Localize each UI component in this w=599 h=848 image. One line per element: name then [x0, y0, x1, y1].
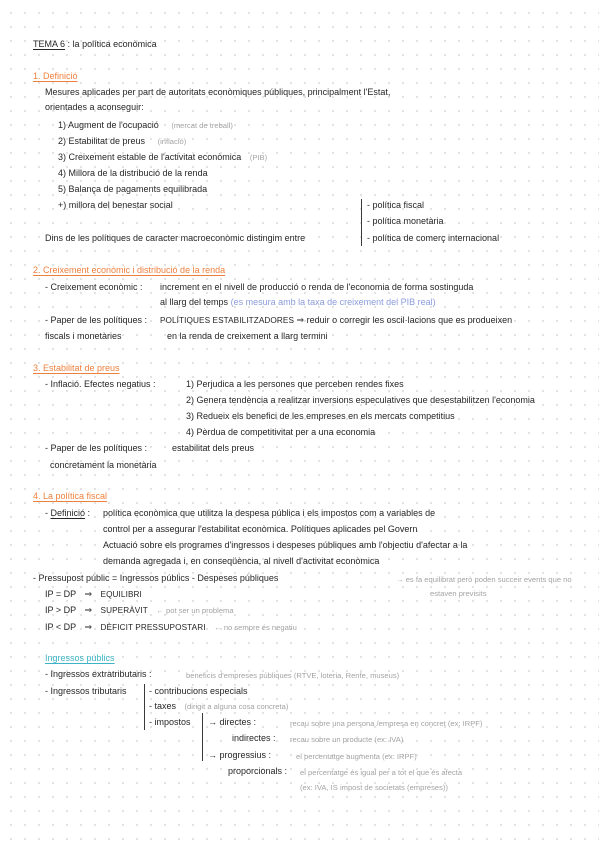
tax-type-note-2: (ex: IVA, IS impost de societats (empreses)) — [300, 783, 448, 792]
budget-case-note: ← pot ser un problema — [156, 606, 234, 615]
tax-type-note: recau sobre un producte (ex: IVA) — [290, 735, 404, 744]
definition-intro-line-1: Mesures aplicades per part de autoritats econòmiques públiques, principalment l'Estat, — [45, 87, 391, 97]
tax-type-note: el percentatge és igual per a tot el que és afecta — [300, 768, 463, 777]
label-dash: - — [45, 508, 48, 518]
section-3-heading: 3. Estabilitat de preus — [33, 363, 120, 373]
growth-definition-text: al llarg del temps — [160, 297, 229, 307]
tax-revenue-label: - Ingressos tributaris — [45, 686, 127, 696]
fiscal-definition-line: política econòmica que utilitza la despesa pública i els impostos com a variables de — [103, 508, 436, 518]
objective-note: (mercat de treball) — [171, 121, 233, 130]
tax-type-note: recau sobre una persona /empresa en concret (ex: IRPF) — [290, 719, 483, 728]
budget-note-line-2: estaven previsits — [430, 589, 487, 598]
budget-case-superavit — [45, 605, 234, 616]
growth-definition-line-1: increment en el nivell de producció o renda de l'economia de forma sostinguda — [160, 282, 474, 292]
taxes-bracket — [202, 713, 203, 761]
budget-case-deficit — [45, 622, 297, 633]
budget-case-equilibri — [45, 589, 142, 600]
tax-type-label: → progressius : — [208, 750, 272, 760]
fiscal-definition-line: demanda agregada i, en conseqüència, al nivell d'activitat econòmica — [103, 556, 380, 566]
objective-item: +) millora del benestar social — [58, 200, 173, 210]
budget-condition: IP = DP — [45, 589, 76, 599]
budget-case-note: ← no sempre és negatiu — [214, 623, 297, 632]
tax-revenue-bracket — [144, 684, 145, 730]
objective-item — [58, 152, 267, 163]
label-colon: : — [87, 508, 91, 518]
section-1-heading: 1. Definició — [33, 71, 78, 81]
prices-role-text: estabilitat dels preus — [172, 443, 255, 453]
tax-type-label: indirectes : — [232, 733, 276, 743]
non-tax-revenue-note: beneficis d'empreses públiques (RTVE, loteria, Renfe, museus) — [186, 671, 400, 680]
non-tax-revenue-label: - Ingressos extratributaris : — [45, 669, 152, 679]
definition-word: Definició — [50, 508, 86, 518]
policy-type-item: - política monetària — [367, 216, 444, 226]
growth-role-line-1 — [160, 315, 512, 326]
policy-type-item: - política fiscal — [367, 200, 425, 210]
objective-item: 5) Balança de pagaments equilibrada — [58, 184, 208, 194]
budget-result: DÈFICIT PRESSUPOSTARI — [100, 623, 206, 632]
fiscal-definition-label — [45, 508, 90, 519]
inflation-label: - Inflació. Efectes negatius : — [45, 379, 156, 389]
inflation-effect-item: 2) Genera tendència a realitzar inversions especulatives que desestabilitzen l'economia — [186, 395, 535, 405]
policy-bracket — [361, 199, 362, 246]
page-title — [33, 39, 157, 50]
objective-item — [58, 136, 186, 147]
budget-note-line-1: → es fa equilibrat però poden succeir events que no — [396, 575, 572, 584]
objective-text: 3) Creixement estable de l'activitat econòmica — [58, 152, 242, 162]
implies-arrow: ⇒ — [84, 605, 92, 615]
section-4-heading: 4. La política fiscal — [33, 491, 108, 501]
growth-role-label-2: fiscals i monetàries — [45, 331, 122, 341]
policy-type-item: - política de comerç internacional — [367, 233, 500, 243]
objective-text: 2) Estabilitat de preus — [58, 136, 146, 146]
growth-role-text: ⇒ reduir o corregir les oscil·lacions que es produeixen — [296, 315, 513, 325]
taxes-item: - impostos — [149, 717, 191, 727]
objective-item — [58, 120, 233, 131]
fiscal-definition-line: Actuació sobre els programes d'ingressos i despeses públiques amb l'objectiu d'afectar a la — [103, 540, 468, 550]
implies-arrow: ⇒ — [84, 589, 92, 599]
tax-type-label: → directes : — [208, 717, 257, 727]
growth-role-label: - Paper de les polítiques : — [45, 315, 148, 325]
title-subject: la política econòmica — [72, 39, 157, 49]
inflation-effect-item: 4) Pèrdua de competitivitat per a una economia — [186, 427, 376, 437]
fiscal-definition-line: control per a assegurar l'estabilitat econòmica. Polítiques aplicades pel Govern — [103, 524, 418, 534]
title-separator: : — [67, 39, 71, 49]
budget-result: EQUILIBRI — [100, 590, 142, 599]
budget-condition: IP > DP — [45, 605, 76, 615]
growth-measure-note: (es mesura amb la taxa de creixement del PIB real) — [230, 297, 436, 307]
budget-result: SUPERÀVIT — [100, 606, 148, 615]
growth-label: - Creixement econòmic : — [45, 282, 143, 292]
special-contributions-item: - contribucions especials — [149, 686, 248, 696]
prices-role-label: - Paper de les polítiques : — [45, 443, 148, 453]
stabilizing-policies-keyword: POLÍTIQUES ESTABILITZADORES — [160, 316, 295, 325]
tema-label: TEMA 6 — [33, 39, 66, 49]
objective-note: (PIB) — [249, 153, 268, 162]
fees-note: (dirigit a alguna cosa concreta) — [184, 702, 289, 711]
objective-item: 4) Millora de la distribució de la renda — [58, 168, 208, 178]
inflation-effect-item: 3) Redueix els benefici de les empreses en els mercats competitius — [186, 411, 455, 421]
policy-distinction: Dins de les polítiques de caracter macroeconòmic distingim entre — [45, 233, 306, 243]
implies-arrow: ⇒ — [84, 622, 92, 632]
inflation-effect-item: 1) Perjudica a les persones que perceben rendes fixes — [186, 379, 404, 389]
public-revenue-heading: Ingressos públics — [45, 653, 115, 663]
growth-role-line-2: en la renda de creixement a llarg termini — [167, 331, 328, 341]
growth-definition-line-2 — [160, 297, 436, 308]
tax-type-note: el percentatge augmenta (ex: IRPF) — [296, 752, 417, 761]
section-2-heading: 2. Creixement econòmic i distribució de la renda — [33, 265, 226, 275]
objective-text: 1) Augment de l'ocupació — [58, 120, 159, 130]
prices-role-label-2: concretament la monetària — [50, 460, 157, 470]
budget-condition: IP < DP — [45, 622, 76, 632]
definition-intro-line-2: orientades a aconseguir: — [45, 102, 144, 112]
fees-item — [149, 701, 288, 712]
objective-note: (inflació) — [157, 137, 187, 146]
budget-formula: - Pressupost públic = Ingressos públics - Despeses públiques — [33, 573, 279, 583]
tax-type-label: proporcionals : — [228, 766, 288, 776]
fees-label: - taxes — [149, 701, 177, 711]
